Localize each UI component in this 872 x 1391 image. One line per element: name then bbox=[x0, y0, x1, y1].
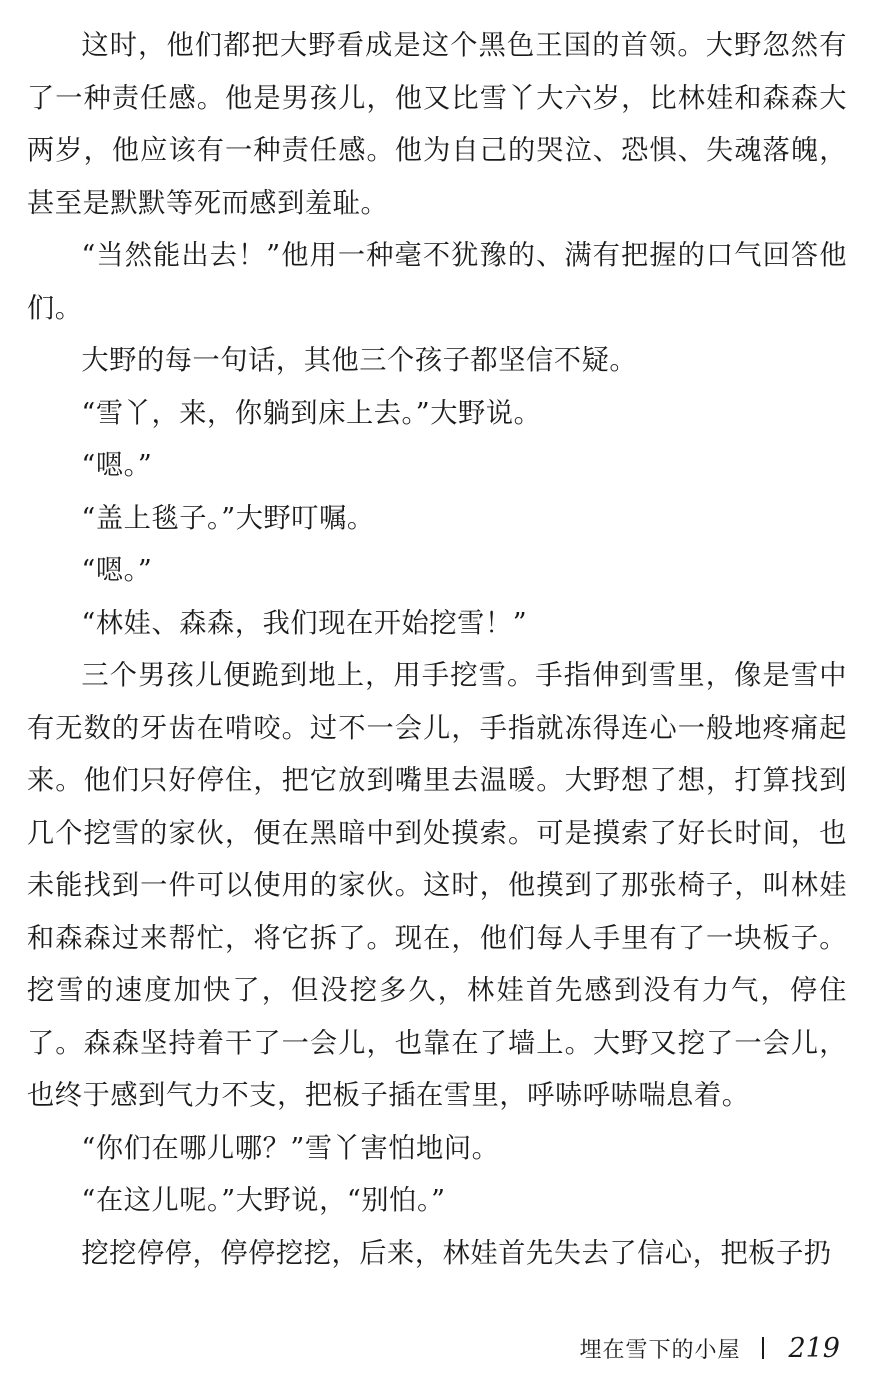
paragraph: “嗯。” bbox=[81, 450, 153, 481]
body-text bbox=[27, 20, 847, 1280]
page-number: 219 bbox=[788, 1332, 840, 1364]
footer-divider bbox=[762, 1337, 764, 1359]
paragraph: “林娃、森森，我们现在开始挖雪！” bbox=[81, 607, 528, 639]
paragraph: 这时，他们都把大野看成是这个黑色王国的首领。大野忽然有了一种责任感。他是男孩儿，他又比雪丫大六岁，比林娃和森森大两岁，他应该有一种责任感。他为自己的哭泣、恐惧、失魂落魄，甚至是默默等死而感到羞耻。 bbox=[27, 30, 847, 219]
paragraph: 大野的每一句话，其他三个孩子都坚信不疑。 bbox=[81, 345, 638, 376]
paragraph: “嗯。” bbox=[81, 555, 153, 586]
paragraph: “你们在哪儿哪？”雪丫害怕地问。 bbox=[81, 1132, 500, 1164]
paragraph: 三个男孩儿便跪到地上，用手挖雪。手指伸到雪里，像是雪中有无数的牙齿在啃咬。过不一会儿，手指就冻得连心一般地疼痛起来。他们只好停住，把它放到嘴里去温暖。大野想了想，打算找到几个挖雪的家伙，便在黑暗中到处摸索。可是摸索了好长时间，也未能找到一件可以使用的家伙。这时，他摸到了那张椅子，叫林娃和森森过来帮忙，将它拆了。现在，他们每人手里有了一块板子。挖雪的速度加快了，但没挖多久，林娃首先感到没有力气，停住了。森森坚持着干了一会儿，也靠在了墙上。大野又挖了一会儿，也终于感到气力不支，把板子插在雪里，呼哧呼哧喘息着。 bbox=[27, 660, 847, 1111]
paragraph: “在这儿呢。”大野说，“别怕。” bbox=[81, 1185, 446, 1216]
paragraph: “盖上毯子。”大野叮嘱。 bbox=[81, 502, 375, 534]
page-footer bbox=[0, 1328, 840, 1368]
paragraph: 挖挖停停，停停挖挖，后来，林娃首先失去了信心，把板子扔 bbox=[81, 1237, 832, 1269]
running-title: 埋在雪下的小屋 bbox=[579, 1337, 741, 1363]
paragraph: “当然能出去！”他用一种毫不犹豫的、满有把握的口气回答他们。 bbox=[27, 240, 847, 324]
paragraph: “雪丫，来，你躺到床上去。”大野说。 bbox=[81, 397, 542, 429]
